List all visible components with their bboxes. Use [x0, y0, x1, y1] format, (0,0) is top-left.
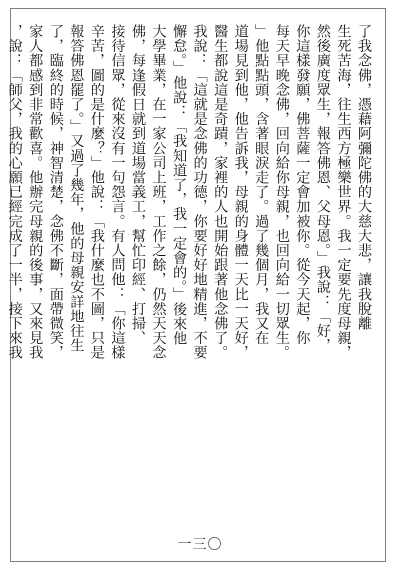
text-column: 懈怠。」他說：「我知道了，我一定會的。」後來他 — [171, 24, 188, 346]
text-column: 醫生都說這是奇蹟，家裡的人也開始跟著他念佛了。 — [212, 24, 229, 360]
text-column: 我說：「這就是念佛的功德，你要好好地精進，不要 — [191, 24, 208, 360]
text-column: 你這樣發願，佛菩薩一定會加被你。從今天起，你 — [294, 24, 311, 346]
text-column: 家人都感到非常歡喜。他辦完母親的後事，又來見我 — [27, 24, 44, 360]
text-column: 每天早晚念佛，回向給你母親，也回向給一切眾生。 — [273, 24, 290, 360]
text-column: 接待信眾，從來沒有一句怨言。有人問他：「你這樣 — [109, 24, 126, 360]
text-column: ，說：「師父，我的心願已經完成了一半，接下來我 — [6, 24, 23, 360]
text-column: 了，臨終的時候，神智清楚，念佛不斷，面帶微笑， — [47, 24, 64, 360]
text-column: 生死苦海，往生西方極樂世界。我一定要先度母親， — [335, 24, 352, 360]
text-column: 佛，每逢假日就到道場當義工，幫忙印經、打掃、 — [129, 24, 146, 346]
text-column: 了我念佛，憑藉阿彌陀佛的大慈大悲，讓我脫離 — [356, 24, 372, 331]
text-column: 」他點點頭，含著眼淚走了。過了幾個月，我又在 — [253, 24, 270, 346]
page-number: 一三〇 — [177, 537, 223, 553]
text-column: 報答佛恩罷了。」又過了幾年，他的母親安詳地往生 — [68, 24, 85, 353]
vertical-text-body — [6, 24, 374, 524]
text-column: 然後廣度眾生，報答佛恩、父母恩。」我說：「好， — [314, 24, 331, 353]
text-column: 道場見到他，他告訴我，母親的身體一天比一天好， — [232, 24, 249, 360]
text-column: 辛苦，圖的是什麼？」他說：「我什麼也不圖，只是 — [88, 24, 105, 360]
text-column: 大學畢業，在一家公司上班，工作之餘，仍然天天念 — [150, 24, 167, 360]
